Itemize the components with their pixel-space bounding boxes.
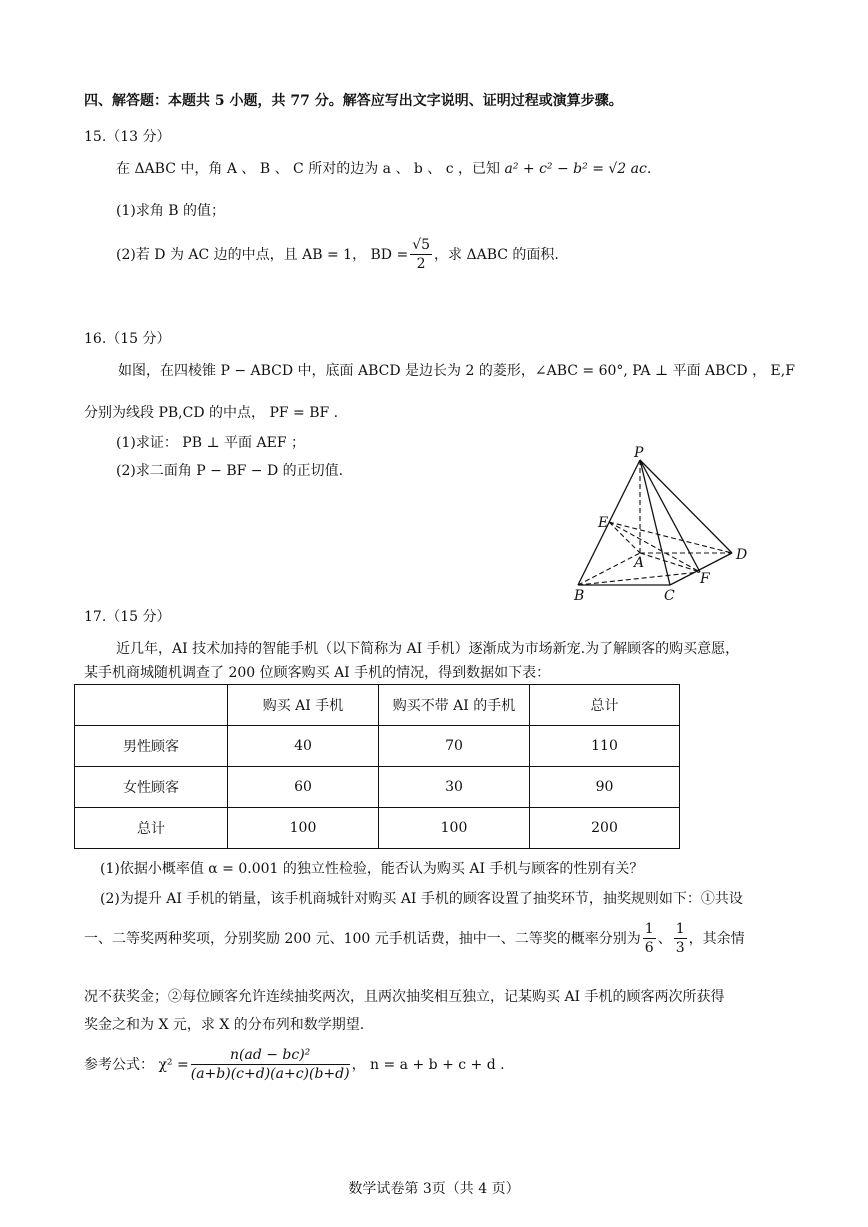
chi-square-fraction	[191, 1046, 350, 1083]
table-cell: 男性顾客	[75, 726, 228, 767]
edge-ea-hidden	[609, 522, 640, 553]
table-header-cell: 总计	[530, 685, 680, 726]
table-cell: 总计	[75, 808, 228, 849]
label-f: F	[700, 571, 710, 587]
label-d: D	[736, 547, 748, 563]
fraction-numerator: 1	[644, 921, 654, 937]
label-c: C	[664, 588, 675, 604]
section-header: 四、解答题：本题共 5 小题，共 77 分。解答应写出文字说明、证明过程或演算步骤。	[84, 93, 623, 109]
table-cell: 60	[228, 767, 379, 808]
fraction-denominator: (a+b)(c+d)(a+c)(b+d)	[190, 1066, 350, 1082]
table-cell: 100	[379, 808, 530, 849]
table-cell: 110	[530, 726, 680, 767]
q17-part2-line2-text: 一、二等奖两种奖项，分别奖励 200 元、100 元手机话费，抽中一、二等奖的概率分别为	[84, 930, 641, 947]
q15-part2-text: (2)若 D 为 AC 边的中点，且 AB = 1， BD =	[116, 246, 409, 263]
q17-intro-line2: 某手机商城随机调查了 200 位顾客购买 AI 手机的情况，得到数据如下表：	[84, 665, 551, 681]
q17-part2-line2-end: ，其余情	[688, 930, 745, 947]
q15-intro	[116, 160, 651, 178]
edge-pc	[640, 460, 670, 585]
q15-intro-equation: a² + c² − b² = √2 ac	[504, 161, 647, 177]
q17-part2-line1: (2)为提升 AI 手机的销量，该手机商城针对购买 AI 手机的顾客设置了抽奖环节，抽奖规则如下：①共设	[100, 891, 743, 907]
formula-tail: ， n = a + b + c + d .	[351, 1056, 505, 1073]
q15-part1: (1)求角 B 的值；	[116, 203, 226, 219]
reference-formula	[84, 1046, 505, 1083]
fraction-denominator: 3	[675, 940, 685, 956]
table-cell: 200	[530, 808, 680, 849]
table-header-row	[75, 685, 680, 726]
table-row	[75, 726, 680, 767]
q17-intro-line1: 近几年，AI 技术加持的智能手机（以下简称为 AI 手机）逐渐成为市场新宠.为了解顾客的购买意愿，	[116, 641, 740, 657]
fraction-denominator: 6	[644, 940, 654, 956]
label-b: B	[574, 588, 585, 604]
table-cell: 90	[530, 767, 680, 808]
table-cell: 30	[379, 767, 530, 808]
survey-table	[74, 684, 680, 849]
page-footer: 数学试卷第 3页（共 4 页）	[348, 1181, 520, 1197]
q17-part1: (1)依据小概率值 α = 0.001 的独立性检验，能否认为购买 AI 手机与顾客的性别有关？	[100, 861, 644, 877]
q17-part2-line4: 奖金之和为 X 元，求 X 的分布列和数学期望.	[84, 1017, 365, 1033]
table-cell: 40	[228, 726, 379, 767]
q16-intro-line1: 如图，在四棱锥 P − ABCD 中，底面 ABCD 是边长为 2 的菱形，∠ABC = 60°, PA ⊥ 平面 ABCD ， E,F	[118, 363, 795, 379]
separator: 、	[657, 930, 672, 947]
q16-part2: (2)求二面角 P − BF − D 的正切值.	[116, 463, 344, 479]
fraction-numerator: n(ad − bc)²	[191, 1046, 350, 1065]
table-row	[75, 808, 680, 849]
edge-ba-hidden	[578, 553, 640, 585]
q16-part1: (1)求证： PB ⊥ 平面 AEF ；	[116, 435, 305, 451]
table-cell: 70	[379, 726, 530, 767]
q17-number: 17.（15 分）	[84, 609, 171, 625]
table-cell: 100	[228, 808, 379, 849]
q15-bd-fraction	[410, 236, 432, 273]
formula-label: 参考公式： χ² =	[84, 1056, 189, 1073]
pyramid-figure	[560, 445, 770, 605]
q15-part2-end: ，求 ΔABC 的面积.	[434, 246, 559, 263]
fraction-numerator: √5	[412, 237, 431, 253]
label-a: A	[634, 555, 645, 571]
label-e: E	[598, 515, 609, 531]
q17-part2-line2	[84, 920, 745, 957]
label-p: P	[634, 445, 644, 461]
table-row	[75, 767, 680, 808]
q15-number: 15.（13 分）	[84, 129, 171, 145]
q15-part2	[116, 236, 559, 273]
edge-pf	[640, 460, 700, 572]
q15-intro-text: 在 ΔABC 中，角 A 、 B 、 C 所对的边为 a 、 b 、 c ，已知	[116, 161, 505, 177]
q15-intro-end: .	[646, 161, 652, 177]
prob-second-prize-fraction	[674, 920, 687, 957]
q16-intro-line2: 分别为线段 PB,CD 的中点， PF = BF .	[84, 405, 339, 421]
q17-part2-line3: 况不获奖金；②每位顾客允许连续抽奖两次，且两次抽奖相互独立，记某购买 AI 手机的顾客两次所获得	[84, 989, 725, 1005]
table-cell: 女性顾客	[75, 767, 228, 808]
prob-first-prize-fraction	[643, 920, 656, 957]
table-header-cell	[75, 685, 228, 726]
edge-ed-hidden	[609, 522, 732, 553]
fraction-denominator: 2	[416, 256, 426, 272]
table-header-cell: 购买 AI 手机	[228, 685, 379, 726]
q16-number: 16.（15 分）	[84, 331, 171, 347]
edge-pd	[640, 460, 732, 553]
fraction-numerator: 1	[675, 921, 685, 937]
table-header-cell: 购买不带 AI 的手机	[379, 685, 530, 726]
